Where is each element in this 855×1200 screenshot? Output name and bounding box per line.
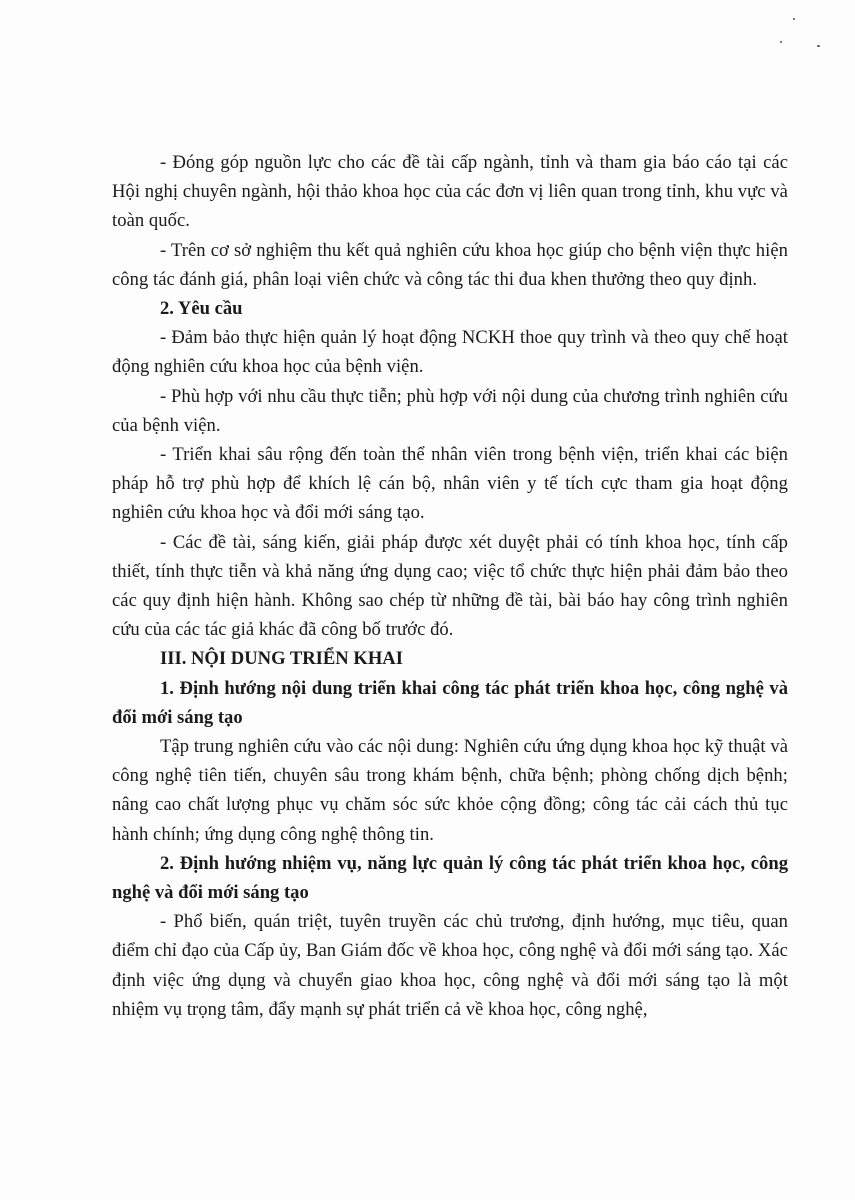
document-body: [112, 148, 788, 1024]
paragraph-evaluation-basis: - Trên cơ sở nghiệm thu kết quả nghiên cứu khoa học giúp cho bệnh viện thực hiện công tác đánh giá, phân loại viên chức và công tác thi đua khen thưởng theo quy định.: [112, 239, 788, 290]
paragraph-focus-research: Tập trung nghiên cứu vào các nội dung: Nghiên cứu ứng dụng khoa học kỹ thuật và công nghệ tiên tiến, chuyên sâu trong khám bệnh, chữa bệnh; phòng chống dịch bệnh; nâng cao chất lượng phục vụ chăm sóc sức khỏe cộng đồng; công tác cải cách thủ tục hành chính; ứng dụng công nghệ thông tin.: [112, 736, 788, 845]
heading-requirements: 2. Yêu cầu: [160, 298, 243, 320]
paragraph-deploy-widely: - Triển khai sâu rộng đến toàn thể nhân viên trong bệnh viện, triển khai các biện pháp hỗ trợ phù hợp để khích lệ cán bộ, nhân viên y tế tích cực tham gia hoạt động nghiên cứu khoa học và đổi mới sáng tạo.: [112, 444, 788, 524]
paragraph-ensure-management: - Đảm bảo thực hiện quản lý hoạt động NCKH thoe quy trình và theo quy chế hoạt động nghiên cứu khoa học của bệnh viện.: [112, 327, 788, 378]
paragraph-contribute-resources: - Đóng góp nguồn lực cho các đề tài cấp ngành, tỉnh và tham gia báo cáo tại các Hội nghị chuyên ngành, hội thảo khoa học của các đơn vị liên quan trong tỉnh, khu vực và toàn quốc.: [112, 152, 788, 232]
scan-speck: [817, 45, 820, 47]
paragraph-approved-topics: - Các đề tài, sáng kiến, giải pháp được xét duyệt phải có tính khoa học, tính cấp thiết, tính thực tiễn và khả năng ứng dụng cao; việc tổ chức thực hiện phải đảm bảo theo các quy định hiện hành. Không sao chép từ những đề tài, bài báo hay công trình nghiên cứu của các tác giả khác đã công bố trước đó.: [112, 531, 788, 641]
paragraph-suitable-needs: - Phù hợp với nhu cầu thực tiễn; phù hợp với nội dung của chương trình nghiên cứu của bệnh viện.: [112, 385, 788, 436]
heading-task-orientation: 2. Định hướng nhiệm vụ, năng lực quản lý công tác phát triển khoa học, công nghệ và đổi mới sáng tạo: [112, 852, 788, 904]
scan-speck: [780, 41, 782, 43]
paragraph-disseminate: - Phổ biến, quán triệt, tuyên truyền các chủ trương, định hướng, mục tiêu, quan điểm chỉ đạo của Cấp ủy, Ban Giám đốc về khoa học, công nghệ và đổi mới sáng tạo. Xác định việc ứng dụng và chuyển giao khoa học, công nghệ và đổi mới sáng tạo là một nhiệm vụ trọng tâm, đẩy mạnh sự phát triển cả về khoa học, công nghệ,: [112, 911, 788, 1020]
scan-speck: [793, 18, 795, 20]
heading-content-orientation: 1. Định hướng nội dung triển khai công tác phát triển khoa học, công nghệ và đổi mới sáng tạo: [112, 677, 788, 728]
heading-section-iii: III. NỘI DUNG TRIỂN KHAI: [160, 648, 403, 670]
